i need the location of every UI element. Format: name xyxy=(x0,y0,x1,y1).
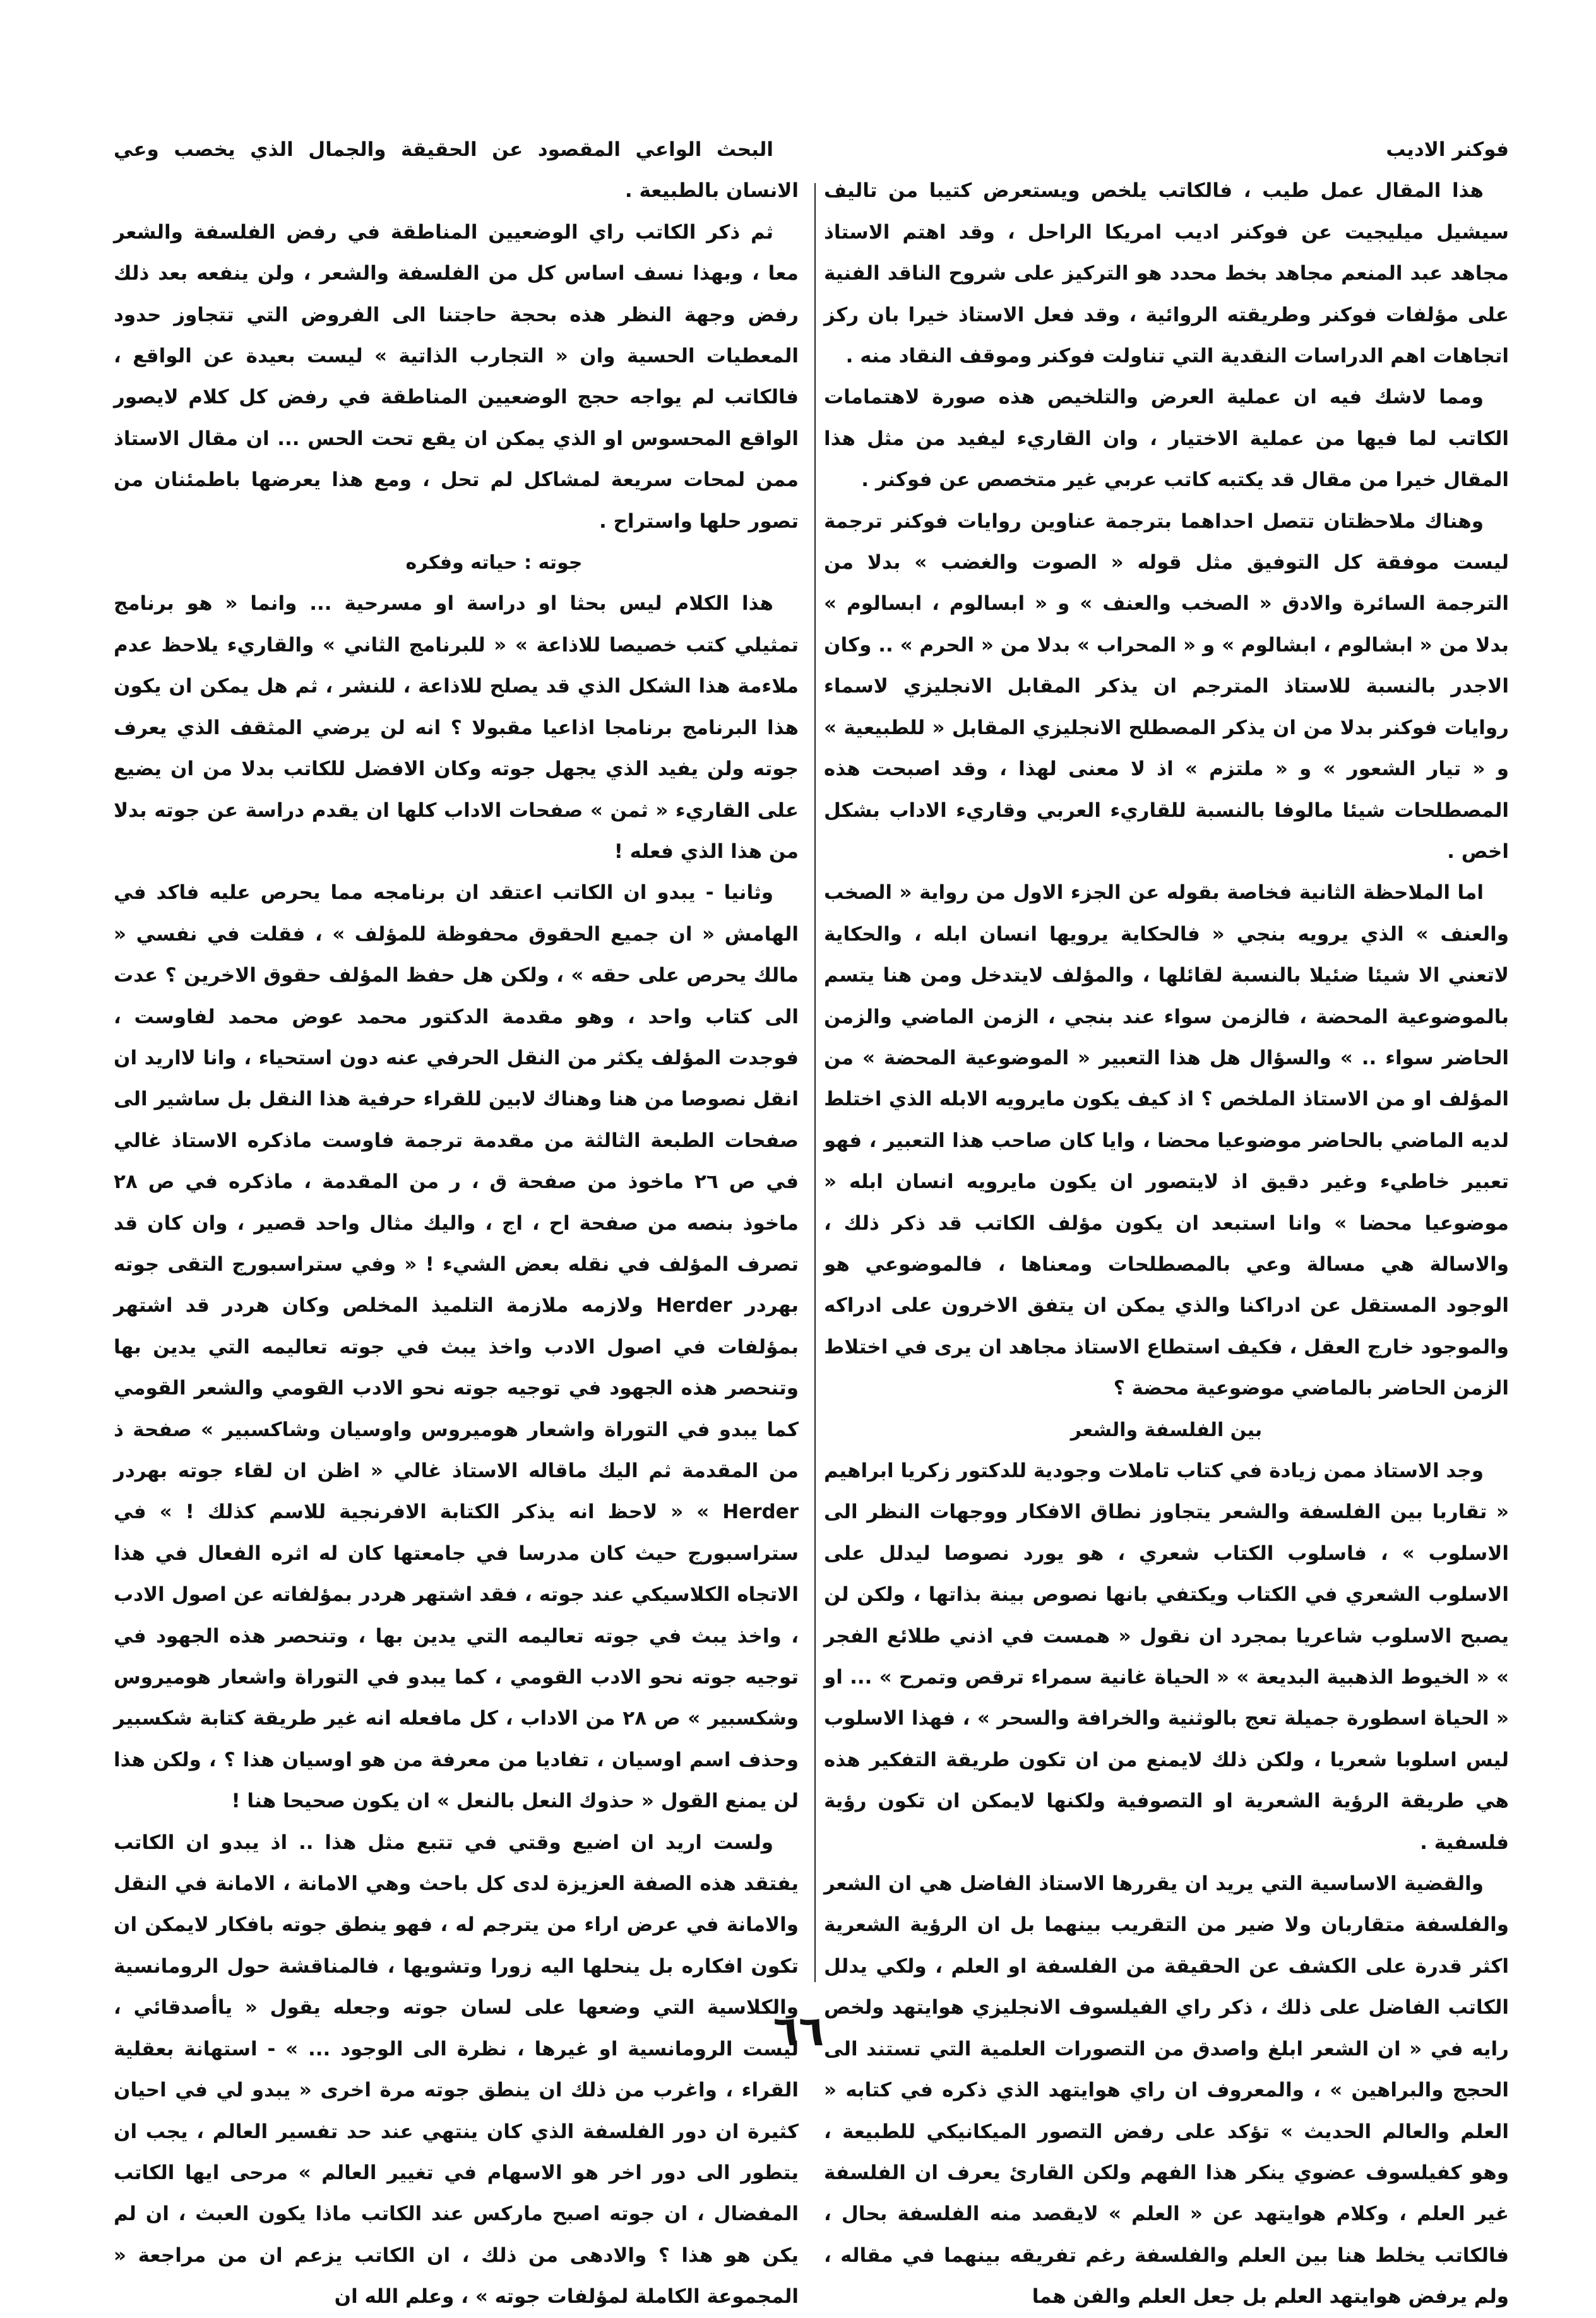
section-heading-philosophy-poetry: بين الفلسفة والشعر xyxy=(1070,1418,1263,1441)
section-heading-goethe: جوته : حياته وفكره xyxy=(405,552,583,574)
paragraph: ثم ذكر الكاتب راي الوضعيين المناطقة في رفض الفلسفة والشعر معا ، وبهذا نسف اساس كل من الفلسفة والشعر ، ولن ينفعه بعد ذلك رفض وجهة النظر هذه بحجة حاجتنا الى الفروض التي تتجاوز حدود المعطيات الحسية وان « التجارب الذاتية » ليست بعيدة عن الواقع ، فالكاتب لم يواجه حجج الوضعيين المناطقة في رفض كل كلام لايصور الواقع المحسوس او الذي يمكن ان يقع تحت الحس ... ان مقال الاستاذ ممن لمحات سريعة لمشاكل لم تحل ، ومع هذا يعرضها باطمئنان من تصور حلها واستراح . xyxy=(114,220,799,533)
paragraph: والقضية الاساسية التي يريد ان يقررها الاستاذ الفاضل هي ان الشعر والفلسفة متقاربان ولا ضير من التقريب بينهما بل ان الرؤية الشعرية اكثر قدرة على الكشف عن الحقيقة من الفلسفة او العلم ، ولكي يدلل الكاتب الفاضل على ذلك ، ذكر راي الفيلسوف الانجليزي هوايتهد ولخص رايه في « ان الشعر ابلغ واصدق من التصورات العلمية التي تستند الى الحجج والبراهين » ، والمعروف ان راي هوايتهد الذي ذكره في كتابه « العلم والعالم الحديث » تؤكد على رفض التصور الميكانيكي للطبيعة ، وهو كفيلسوف عضوي ينكر هذا الفهم ولكن القارئ يعرف ان الفلسفة غير العلم ، وكلام هوايتهد عن « العلم » لايقصد منه الفلسفة بحال ، فالكاتب يخلط هنا بين العلم والفلسفة رغم تفريقه بينهما في مقاله ، ولم يرفض هوايتهد العلم بل جعل العلم والفن هما xyxy=(824,1872,1509,2309)
paragraph: هذا المقال عمل طيب ، فالكاتب يلخص ويستعرض كتيبا من تاليف سيشيل ميليجيت عن فوكنر اديب امريكا الراحل ، وقد اهتم الاستاذ مجاهد عبد المنعم مجاهد بخط محدد هو التركيز على شروح الناقد الفنية على مؤلفات فوكنر وطريقته الروائية ، وقد فعل الاستاذ خيرا بان ركز اتجاهات اهم الدراسات النقدية التي تناولت فوكنر وموقف النقاد منه . xyxy=(824,179,1509,368)
paragraph: وهناك ملاحظتان تتصل احداهما بترجمة عناوين روايات فوكنر ترجمة ليست موفقة كل التوفيق مثل قوله « الصوت والغضب » بدلا من الترجمة السائرة والادق « الصخب والعنف » و « ابسالوم ، ابسالوم » بدلا من « ابشالوم ، ابشالوم » و « المحراب » بدلا من « الحرم » .. وكان الاجدر بالنسبة للاستاذ المترجم ان يذكر المقابل الانجليزي لاسماء روايات فوكنر بدلا من ان يذكر المصطلح الانجليزي المقابل « للطبيعية » و « تيار الشعور » و « ملتزم » اذ لا معنى لهذا ، وقد اصبحت هذه المصطلحات شيئا مالوفا بالنسبة للقاريء العربي وقاريء الاداب بشكل اخص . xyxy=(824,509,1509,863)
paragraph: هذا الكلام ليس بحثا او دراسة او مسرحية ... وانما « هو برنامج تمثيلي كتب خصيصا للاذاعة » « للبرنامج الثاني » والقاريء يلاحظ عدم ملاءمة هذا الشكل الذي قد يصلح للاذاعة ، للنشر ، ثم هل يمكن ان يكون هذا البرنامج برنامجا اذاعيا مقبولا ؟ انه لن يرضي المثقف الذي يعرف جوته ولن يفيد الذي يجهل جوته وكان الافضل للكاتب بدلا من ان يضيع على القاريء « ثمن » صفحات الاداب كلها ان يقدم دراسة عن جوته بدلا من هذا الذي فعله ! xyxy=(114,592,799,863)
paragraph: ومما لاشك فيه ان عملية العرض والتلخيص هذه صورة لاهتمامات الكاتب لما فيها من عملية الاختيار ، وان القاريء ليفيد من مثل هذا المقال خيرا من مقال قد يكتبه كاتب عربي غير متخصص عن فوكنر . xyxy=(824,386,1509,492)
column-divider xyxy=(814,183,816,1982)
section-heading-faulkner: فوكنر الاديب xyxy=(1386,138,1509,161)
page-number: ٦٦ xyxy=(773,2007,825,2055)
paragraph: البحث الواعي المقصود عن الحقيقة والجمال الذي يخصب وعي الانسان بالطبيعة . xyxy=(114,138,799,203)
paragraph: ولست اريد ان اضيع وقتي في تتبع مثل هذا .. اذ يبدو ان الكاتب يفتقد هذه الصفة العزيزة لدى كل باحث وهي الامانة ، الامانة في النقل والامانة في عرض اراء من يترجم له ، فهو ينطق جوته بافكار لايمكن ان تكون افكاره بل ينحلها اليه زورا وتشويها ، فالمناقشة حول الرومانسية والكلاسية التي وضعها على لسان جوته وجعله يقول « ياأصدقائي ، ليست الرومانسية او غيرها ، نظرة الى الوجود ... » - استهانة بعقلية القراء ، واغرب من ذلك ان ينطق جوته مرة اخرى « يبدو لي في احيان كثيرة ان دور الفلسفة الذي كان ينتهي عند حد تفسير العالم ، يجب ان يتطور الى دور اخر هو الاسهام في تغيير العالم » مرحى ايها الكاتب المفضال ، ان جوته اصبح ماركس عند الكاتب ماذا يكون العبث ، ان لم يكن هو هذا ؟ والادهى من ذلك ، ان الكاتب يزعم ان من مراجعة « المجموعة الكاملة لمؤلفات جوته » ، وعلم الله ان xyxy=(114,1831,799,2309)
right-column xyxy=(824,129,1509,2318)
left-column xyxy=(114,129,799,2318)
paragraph: اما الملاحظة الثانية فخاصة بقوله عن الجزء الاول من رواية « الصخب والعنف » الذي يرويه بنجي « فالحكاية يرويها انسان ابله ، والحكاية لاتعني الا شيئا ضئيلا بالنسبة لقائلها ، والمؤلف لايتدخل ومن هنا يتسم بالموضوعية المحضة ، فالزمن سواء عند بنجي ، الزمن الماضي والزمن الحاضر سواء .. » والسؤال هل هذا التعبير « الموضوعية المحضة » من المؤلف او من الاستاذ الملخص ؟ اذ كيف يكون مايرويه الابله الذي اختلط لديه الماضي بالحاضر موضوعيا محضا ، وايا كان صاحب هذا التعبير ، فهو تعبير خاطيء وغير دقيق اذ لايتصور ان يكون مايرويه انسان ابله « موضوعيا محضا » وانا استبعد ان يكون مؤلف الكاتب قد ذكر ذلك ، والاسالة هي مسالة وعي بالمصطلحات ومعناها ، فالموضوعي هو الوجود المستقل عن ادراكنا والذي يمكن ان يتفق الاخرون على ادراكه والموجود خارج العقل ، فكيف استطاع الاستاذ مجاهد ان يرى في اختلاط الزمن الحاضر بالماضي موضوعية محضة ؟ xyxy=(824,881,1509,1400)
paragraph: وجد الاستاذ ممن زيادة في كتاب تاملات وجودية للدكتور زكريا ابراهيم « تقاربا بين الفلسفة والشعر يتجاوز نطاق الافكار ووجهات النظر الى الاسلوب » ، فاسلوب الكتاب شعري ، هو يورد نصوصا ليدلل على الاسلوب الشعري في الكتاب ويكتفي بانها نصوص بينة بذاتها ، ولكن لن يصبح الاسلوب شاعريا بمجرد ان نقول « همست في اذني طلائع الفجر » « الخيوط الذهبية البديعة » « الحياة غانية سمراء ترقص وتمرح » ... او « الحياة اسطورة جميلة تعج بالوثنية والخرافة والسحر » ، فهذا الاسلوب ليس اسلوبا شعريا ، ولكن ذلك لايمنع من ان تكون طريقة التفكير هذه هي طريقة الرؤية الشعرية او التصوفية ولكنها لايمكن ان تكون رؤية فلسفية . xyxy=(824,1459,1509,1854)
paragraph: وثانيا - يبدو ان الكاتب اعتقد ان برنامجه مما يحرص عليه فاكد في الهامش « ان جميع الحقوق محفوظة للمؤلف » ، فقلت في نفسي « مالك يحرص على حقه » ، ولكن هل حفظ المؤلف حقوق الاخرين ؟ عدت الى كتاب واحد ، وهو مقدمة الدكتور محمد عوض محمد لفاوست ، فوجدت المؤلف يكثر من النقل الحرفي عنه دون استحياء ، وانا لااريد ان انقل نصوصا من هنا وهناك لابين للقراء حرفية هذا النقل بل ساشير الى صفحات الطبعة الثالثة من مقدمة ترجمة فاوست ماذكره الاستاذ غالي في ص ٢٦ ماخوذ من صفحة ق ، ر من المقدمة ، ماذكره في ص ٢٨ ماخوذ بنصه من صفحة اح ، اج ، واليك مثال واحد قصير ، وان كان قد تصرف المؤلف في نقله بعض الشيء ! « وفي ستراسبورج التقى جوته بهردر Herder ولازمه ملازمة التلميذ المخلص وكان هردر قد اشتهر بمؤلفات في اصول الادب واخذ يبث في جوته تعاليمه التي يدين بها وتنحصر هذه الجهود في توجيه جوته نحو الادب القومي والشعر القومي كما يبدو في التوراة واشعار هوميروس واوسيان وشاكسبير » صفحة ذ من المقدمة ثم اليك ماقاله الاستاذ غالي « اظن ان لقاء جوته بهردر Herder » « لاحظ انه يذكر الكتابة الافرنجية للاسم كذلك ! » في ستراسبورج حيث كان مدرسا في جامعتها كان له اثره الفعال في هذا الاتجاه الكلاسيكي عند جوته ، فقد اشتهر هردر بمؤلفاته عن اصول الادب ، واخذ يبث في جوته تعاليمه التي يدين بها ، وتنحصر هذه الجهود في توجيه جوته نحو الادب القومي ، كما يبدو في التوراة واشعار هوميروس وشكسبير » ص ٢٨ من الاداب ، كل مافعله انه غير طريقة كتابة شكسبير وحذف اسم اوسيان ، تفاديا من معرفة من هو اوسيان هذا ؟ ، ولكن هذا لن يمنع القول « حذوك النعل بالنعل » ان يكون صحيحا هنا ! xyxy=(114,881,799,1813)
